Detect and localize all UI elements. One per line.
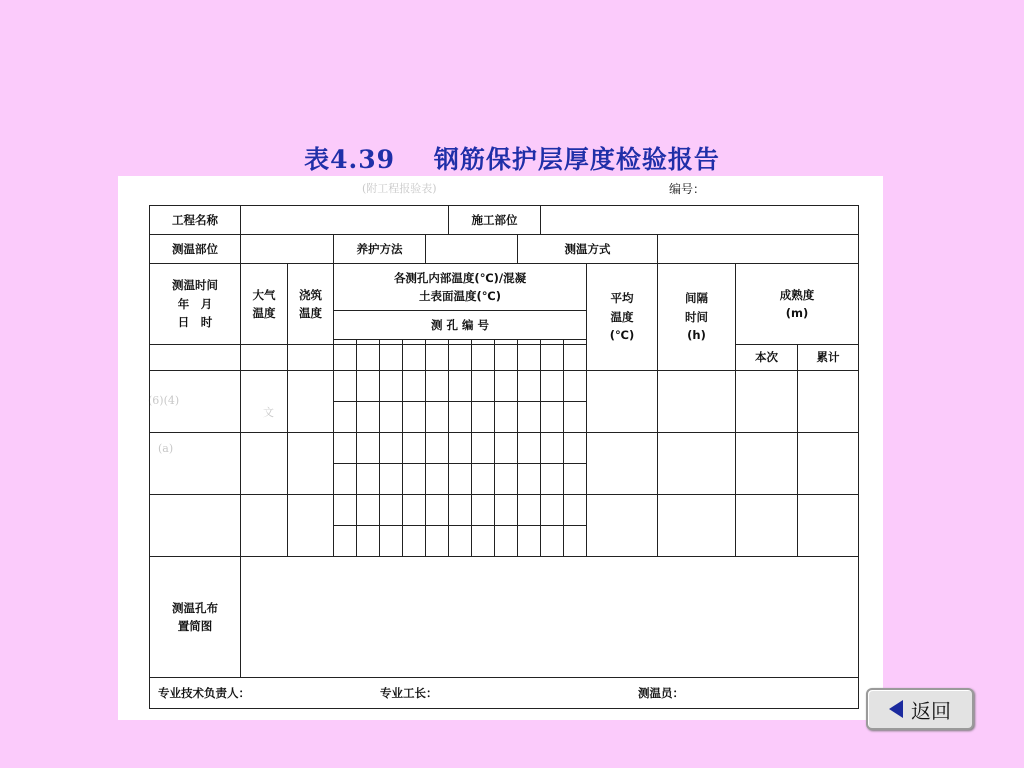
foreman-label: 专业工长：: [380, 685, 438, 700]
construction-part-label: 施工部位: [449, 206, 541, 235]
this-time-header: 本次: [736, 345, 798, 371]
interval-header: 间隔 时间 (h): [658, 264, 736, 371]
tech-lead-label: 专业技术负责人：: [158, 685, 250, 700]
measure-method-label: 测温方式: [518, 235, 658, 264]
bleed-through-text: (6)(4): [148, 394, 180, 407]
project-name-value[interactable]: [241, 206, 449, 235]
measure-part-label: 测温部位: [150, 235, 241, 264]
avg-temp-header: 平均 温度 (℃): [587, 264, 658, 371]
pour-temp-header: 浇筑 温度: [288, 264, 334, 345]
measure-method-value[interactable]: [658, 235, 859, 264]
left-triangle-icon: [889, 700, 903, 718]
table-row: [150, 433, 859, 464]
hole-layout-sketch-area[interactable]: [241, 557, 859, 678]
curing-method-label: 养护方法: [334, 235, 426, 264]
form-number-label: 编号：: [669, 182, 706, 196]
cumulative-header: 累计: [798, 345, 859, 371]
hole-temp-header: 各测孔内部温度(℃)/混凝 土表面温度(℃): [334, 264, 587, 311]
bleed-through-text: (a): [158, 442, 174, 455]
maturity-header: 成熟度 (m): [736, 264, 859, 345]
hole-layout-label: 测温孔布 置简图: [150, 557, 241, 678]
construction-part-value[interactable]: [541, 206, 859, 235]
air-temp-header: 大气 温度: [241, 264, 288, 345]
back-button[interactable]: [866, 688, 974, 730]
signature-row: [150, 678, 859, 709]
measure-time-header: 测温时间 年 月 日 时: [150, 264, 241, 345]
recorder-label: 测温员：: [638, 685, 684, 700]
measure-part-value[interactable]: [241, 235, 334, 264]
table-row: [150, 371, 859, 402]
bleed-through-text: (附工程报验表): [362, 182, 437, 195]
slide-title: 表4.39 钢筋保护层厚度检验报告: [304, 145, 720, 174]
hole-number-header: 测 孔 编 号: [334, 311, 587, 340]
project-name-label: 工程名称: [150, 206, 241, 235]
table-row: [150, 495, 859, 526]
bleed-through-text: 文: [263, 406, 274, 419]
back-button-label: 返回: [911, 698, 951, 723]
curing-method-value[interactable]: [426, 235, 518, 264]
inspection-form-table: [149, 205, 859, 709]
